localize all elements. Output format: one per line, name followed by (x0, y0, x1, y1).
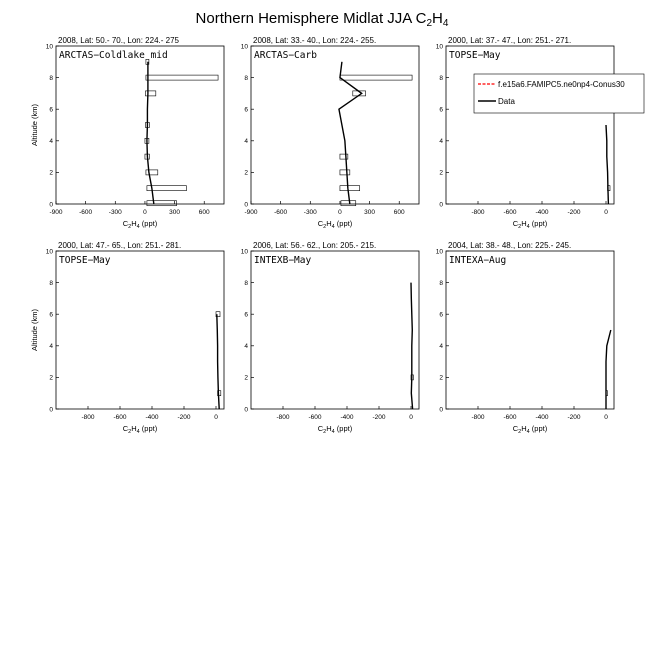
x-tick-label: -400 (535, 209, 549, 216)
range-box (147, 186, 187, 191)
x-tick-label: -400 (145, 414, 159, 421)
y-tick-label: 10 (435, 43, 443, 51)
y-tick-label: 6 (49, 106, 53, 114)
x-tick-label: -600 (274, 209, 288, 216)
y-tick-label: 10 (240, 248, 248, 256)
panel-title: 2008, Lat: 50.- 70., Lon: 224.- 275 (58, 36, 179, 45)
y-axis-label: Altitude (km) (30, 103, 39, 147)
y-tick-label: 4 (49, 138, 53, 146)
x-tick-label: -800 (276, 414, 290, 421)
x-tick-label: -900 (49, 209, 63, 216)
range-box (146, 75, 218, 80)
plot-frame (446, 46, 614, 204)
x-axis-label: $C_2H_4$ (ppt) (122, 219, 158, 230)
x-tick-label: -600 (503, 209, 517, 216)
panel-3 (436, 36, 614, 230)
range-box (147, 201, 177, 206)
y-tick-label: 2 (49, 374, 53, 382)
panel-2 (241, 36, 419, 230)
x-tick-label: -400 (340, 414, 354, 421)
panel-title: 2004, Lat: 38.- 48., Lon: 225.- 245. (448, 241, 572, 250)
y-tick-label: 6 (244, 311, 248, 319)
y-tick-label: 10 (45, 248, 53, 256)
y-tick-label: 2 (244, 374, 248, 382)
range-box (340, 170, 350, 175)
campaign-label: TOPSE−May (449, 50, 501, 61)
campaign-label: ARCTAS−Coldlake mid (59, 50, 168, 61)
y-tick-label: 10 (240, 43, 248, 51)
x-tick-label: 600 (198, 209, 210, 216)
y-tick-label: 0 (49, 201, 53, 209)
y-tick-label: 10 (435, 248, 443, 256)
plot-frame (251, 46, 419, 204)
y-tick-label: 0 (439, 406, 443, 414)
x-tick-label: 0 (409, 414, 413, 421)
campaign-label: TOPSE−May (59, 255, 111, 266)
y-tick-label: 4 (439, 138, 443, 146)
x-tick-label: 0 (143, 209, 147, 216)
plot-frame (251, 251, 419, 409)
y-tick-label: 6 (439, 311, 443, 319)
legend-data-label: Data (498, 97, 515, 106)
y-tick-label: 0 (244, 406, 248, 414)
x-tick-label: 0 (604, 414, 608, 421)
y-tick-label: 8 (439, 279, 443, 287)
y-tick-label: 10 (45, 43, 53, 51)
y-tick-label: 6 (49, 311, 53, 319)
x-tick-label: 600 (393, 209, 405, 216)
panel-1 (30, 36, 224, 230)
campaign-label: INTEXB−May (254, 255, 312, 266)
y-tick-label: 8 (244, 74, 248, 82)
y-tick-label: 2 (439, 169, 443, 177)
y-tick-label: 8 (49, 74, 53, 82)
x-tick-label: -400 (535, 414, 549, 421)
y-tick-label: 2 (244, 169, 248, 177)
range-box (340, 186, 360, 191)
x-tick-label: -200 (567, 209, 581, 216)
plot-frame (56, 251, 224, 409)
x-tick-label: 0 (604, 209, 608, 216)
x-tick-label: -300 (108, 209, 122, 216)
panel-title: 2000, Lat: 47.- 65., Lon: 251.- 281. (58, 241, 182, 250)
data-profile-line (411, 283, 413, 409)
x-axis-label: $C_2H_4$ (ppt) (317, 424, 353, 435)
y-tick-label: 4 (49, 343, 53, 351)
x-tick-label: -900 (244, 209, 258, 216)
y-tick-label: 6 (244, 106, 248, 114)
y-tick-label: 8 (49, 279, 53, 287)
x-tick-label: 300 (364, 209, 376, 216)
range-box (146, 170, 158, 175)
y-tick-label: 2 (49, 169, 53, 177)
y-tick-label: 6 (439, 106, 443, 114)
x-tick-label: -600 (503, 414, 517, 421)
x-tick-label: -200 (567, 414, 581, 421)
x-tick-label: -800 (471, 209, 485, 216)
x-tick-label: -200 (372, 414, 386, 421)
figure-title: Northern Hemisphere Midlat JJA $C_2H_4$ (195, 10, 449, 29)
panel-title: 2006, Lat: 56.- 62., Lon: 205.- 215. (253, 241, 377, 250)
y-tick-label: 4 (439, 343, 443, 351)
campaign-label: INTEXA−Aug (449, 255, 507, 266)
y-tick-label: 2 (439, 374, 443, 382)
campaign-label: ARCTAS−Carb (254, 50, 317, 61)
x-axis-label: $C_2H_4$ (ppt) (512, 219, 548, 230)
x-tick-label: -200 (177, 414, 191, 421)
panel-title: 2000, Lat: 37.- 47., Lon: 251.- 271. (448, 36, 572, 45)
x-tick-label: -600 (308, 414, 322, 421)
y-tick-label: 4 (244, 138, 248, 146)
data-profile-line (339, 62, 362, 204)
x-tick-label: -800 (81, 414, 95, 421)
data-profile-line (606, 330, 611, 409)
data-profile-line (147, 62, 154, 204)
y-tick-label: 0 (439, 201, 443, 209)
panel-title: 2008, Lat: 33.- 40., Lon: 224.- 255. (253, 36, 377, 45)
y-tick-label: 8 (244, 279, 248, 287)
plot-frame (56, 46, 224, 204)
x-tick-label: -600 (79, 209, 93, 216)
panel-6 (436, 241, 614, 435)
data-profile-line (606, 125, 608, 204)
plot-frame (446, 251, 614, 409)
range-box (145, 91, 155, 96)
y-tick-label: 0 (49, 406, 53, 414)
x-tick-label: -600 (113, 414, 127, 421)
panel-5 (241, 241, 419, 435)
x-tick-label: -800 (471, 414, 485, 421)
range-box (340, 75, 412, 80)
y-tick-label: 0 (244, 201, 248, 209)
legend-model-label: f.e15a6.FAMIPC5.ne0np4-Conus30 (498, 80, 625, 89)
x-tick-label: 0 (214, 414, 218, 421)
x-axis-label: $C_2H_4$ (ppt) (512, 424, 548, 435)
x-tick-label: 0 (338, 209, 342, 216)
x-tick-label: -300 (303, 209, 317, 216)
legend (474, 74, 644, 113)
range-box (341, 201, 356, 206)
x-axis-label: $C_2H_4$ (ppt) (317, 219, 353, 230)
x-axis-label: $C_2H_4$ (ppt) (122, 424, 158, 435)
x-tick-label: 300 (169, 209, 181, 216)
y-tick-label: 8 (439, 74, 443, 82)
panel-4 (30, 241, 224, 435)
y-axis-label: Altitude (km) (30, 308, 39, 352)
data-profile-line (217, 314, 219, 409)
y-tick-label: 4 (244, 343, 248, 351)
